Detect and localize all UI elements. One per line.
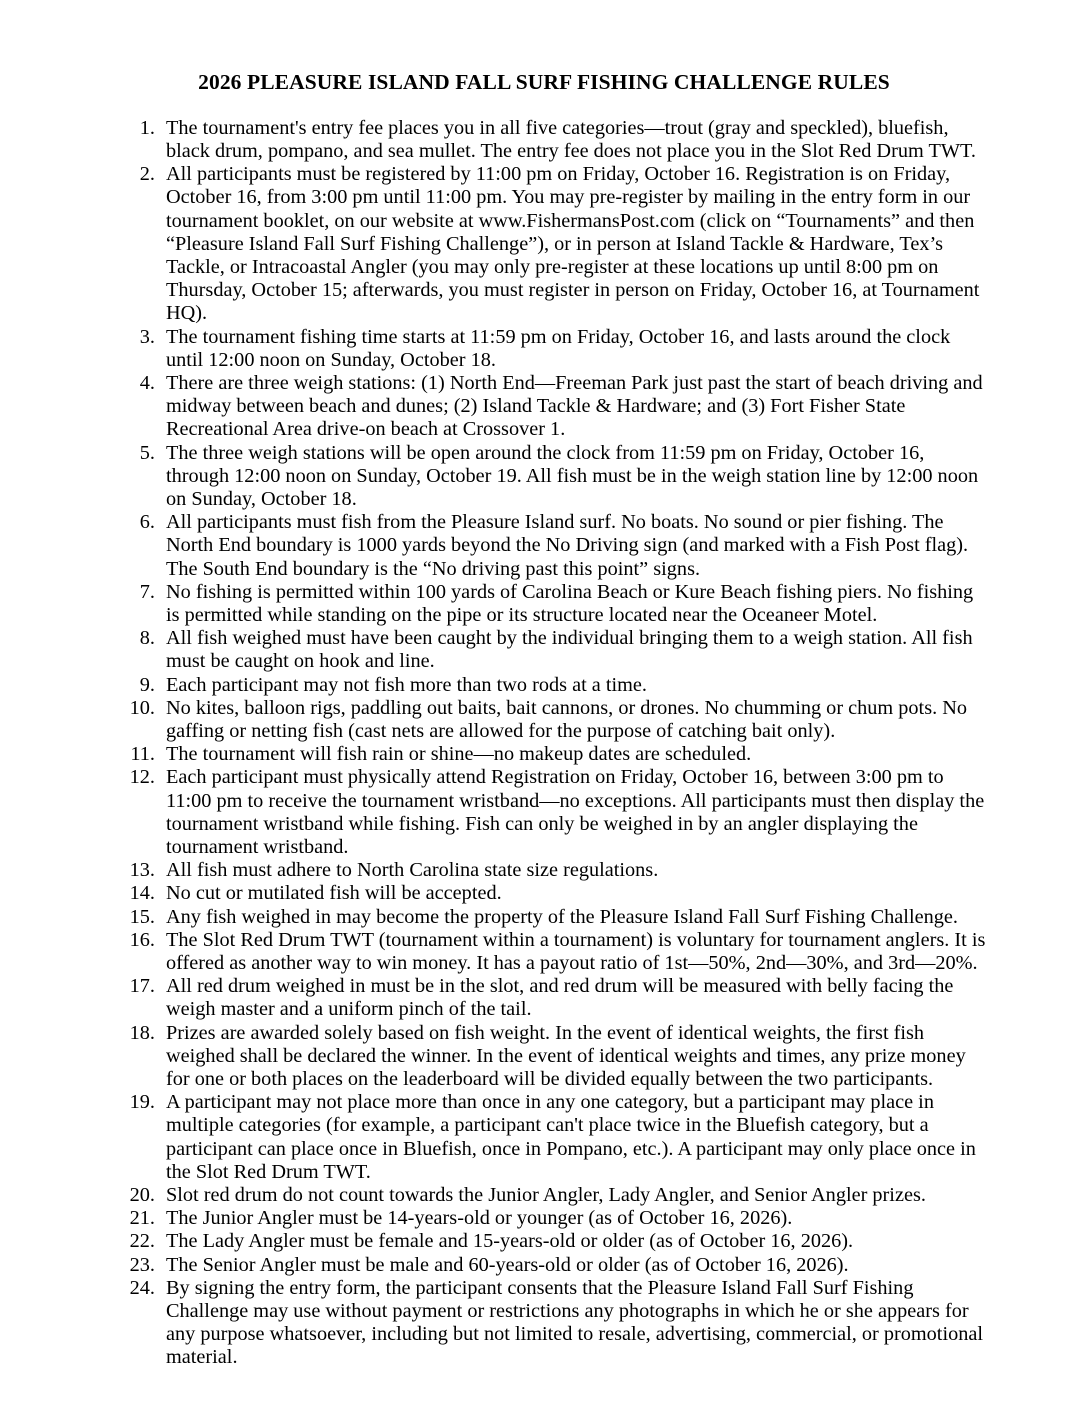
rule-text: All participants must be registered by 11:00 pm on Friday, October 16. Registration is on Friday, October 16, from 3:00 pm until 11:00 pm. You may pre-register by mailing in the entry form in our tournament booklet, on our website at www.FishermansPost.com (click on “Tournaments” and then “Pleasure Island Fall Surf Fishing Challenge”), or in person at Island Tackle & Hardware, Tex’s Tackle, or Intracoastal Angler (you may only pre-register at these locations up until 8:00 pm on Thursday, October 15; afterwards, you must register in person on Friday, October 16, at Tournament HQ). [166,163,980,325]
rule-item [0,117,1088,163]
rule-text: The Senior Angler must be male and 60-years-old or older (as of October 16, 2026). [166,1253,849,1276]
rule-item [0,163,1088,325]
rule-item [0,1230,1088,1253]
rule-number: 22. [129,1230,155,1253]
rule-number: 20. [129,1184,155,1207]
rule-text: Each participant may not fish more than two rods at a time. [166,673,647,696]
rule-text: The three weigh stations will be open around the clock from 11:59 pm on Friday, October 16, through 12:00 noon on Sunday, October 19. All fish must be in the weigh station line by 12:00 noon on Sunday, October 18. [166,441,979,510]
rule-number: 23. [129,1253,155,1276]
rule-item [0,975,1088,1021]
rule-item [0,1022,1088,1092]
rule-item [0,442,1088,512]
rule-number: 24. [129,1276,155,1299]
rule-number: 12. [129,766,155,789]
rule-number: 7. [139,580,155,603]
rule-text: All participants must fish from the Pleasure Island surf. No boats. No sound or pier fishing. The North End boundary is 1000 yards beyond the No Driving sign (and marked with a Fish Post flag). The South End boundary is the “No driving past this point” signs. [166,511,969,580]
rule-text: All fish weighed must have been caught by the individual bringing them to a weigh station. All fish must be caught on hook and line. [166,627,973,673]
rule-number: 3. [139,325,155,348]
rule-item [0,1277,1088,1370]
rule-text: The tournament's entry fee places you in all five categories—trout (gray and speckled), bluefish, black drum, pompano, and sea mullet. The entry fee does not place you in the Slot Red Drum TWT. [166,116,976,162]
rule-number: 16. [129,928,155,951]
rule-text: A participant may not place more than once in any one category, but a participant may place in multiple categories (for example, a participant can't place twice in the Bluefish category, but a participant can place once in Bluefish, once in Pompano, etc.). A participant may only place once in the Slot Red Drum TWT. [166,1091,976,1183]
rule-text: No cut or mutilated fish will be accepted. [166,882,502,905]
rule-text: Any fish weighed in may become the property of the Pleasure Island Fall Surf Fishing Challenge. [166,905,958,928]
rule-item [0,906,1088,929]
rule-item [0,674,1088,697]
rule-number: 19. [129,1091,155,1114]
rule-text: Prizes are awarded solely based on fish weight. In the event of identical weights, the first fish weighed shall be declared the winner. In the event of identical weights and times, any prize money for one or both places on the leaderboard will be divided equally between the two participants. [166,1021,966,1091]
rule-text: No kites, balloon rigs, paddling out baits, bait cannons, or drones. No chumming or chum pots. No gaffing or netting fish (cast nets are allowed for the purpose of catching bait only). [166,696,968,742]
rule-number: 10. [129,696,155,719]
rule-item [0,743,1088,766]
rule-text: The Lady Angler must be female and 15-years-old or older (as of October 16, 2026). [166,1230,854,1253]
rule-item [0,882,1088,905]
rule-text: The Slot Red Drum TWT (tournament within a tournament) is voluntary for tournament anglers. It is offered as another way to win money. It has a payout ratio of 1st—50%, 2nd—30%, and 3rd—20%. [166,928,986,975]
rule-number: 1. [139,116,155,139]
rule-text: Slot red drum do not count towards the Junior Angler, Lady Angler, and Senior Angler prizes. [166,1184,926,1207]
rule-text: Each participant must physically attend Registration on Friday, October 16, between 3:00 pm to 11:00 pm to receive the tournament wristband—no exceptions. All participants must then display the tournament wristband while fishing. Fish can only be weighed in by an angler displaying the tournament wristband. [166,766,985,859]
rule-number: 8. [139,627,155,650]
rule-number: 18. [129,1021,155,1044]
rules-list [0,95,1088,1370]
rule-item [0,859,1088,882]
rule-item [0,581,1088,627]
rule-number: 15. [129,905,155,928]
rule-text: There are three weigh stations: (1) North End—Freeman Park just past the start of beach driving and midway between beach and dunes; (2) Island Tackle & Hardware; and (3) Fort Fisher State Recreational Area drive-on beach at Crossover 1. [166,371,983,441]
rule-number: 17. [129,975,155,998]
rule-text: No fishing is permitted within 100 yards of Carolina Beach or Kure Beach fishing piers. No fishing is permitted while standing on the pipe or its structure located near the Oceaneer Motel. [166,580,974,626]
rule-number: 11. [130,743,155,766]
rule-item [0,372,1088,442]
rule-number: 4. [139,371,155,394]
rule-number: 21. [129,1207,155,1230]
rule-item [0,1207,1088,1230]
rule-text: The tournament will fish rain or shine—no makeup dates are scheduled. [166,743,752,766]
rule-item [0,1254,1088,1277]
page-title: 2026 PLEASURE ISLAND FALL SURF FISHING CHALLENGE RULES [198,70,890,94]
rule-item [0,766,1088,859]
rule-text: All red drum weighed in must be in the slot, and red drum will be measured with belly facing the weigh master and a uniform pinch of the tail. [166,975,954,1021]
rule-item [0,1184,1088,1207]
rule-text: All fish must adhere to North Carolina state size regulations. [166,859,659,882]
rule-item [0,929,1088,975]
rule-text: By signing the entry form, the participant consents that the Pleasure Island Fall Surf Fishing Challenge may use without payment or restrictions any photographs in which he or she appears for any purpose whatsoever, including but not limited to resale, advertising, commercial, or promotional material. [166,1276,983,1369]
rule-number: 9. [139,673,155,696]
rule-number: 5. [139,441,155,464]
rule-number: 14. [129,882,155,905]
rule-item [0,326,1088,372]
rule-number: 13. [129,859,155,882]
rule-number: 6. [139,511,155,534]
rule-item [0,697,1088,743]
rule-number: 2. [139,163,155,186]
rule-item [0,511,1088,581]
rule-item [0,627,1088,673]
rule-text: The Junior Angler must be 14-years-old or younger (as of October 16, 2026). [166,1207,793,1230]
rule-text: The tournament fishing time starts at 11:59 pm on Friday, October 16, and lasts around the clock until 12:00 noon on Sunday, October 18. [166,325,951,371]
rule-item [0,1091,1088,1184]
